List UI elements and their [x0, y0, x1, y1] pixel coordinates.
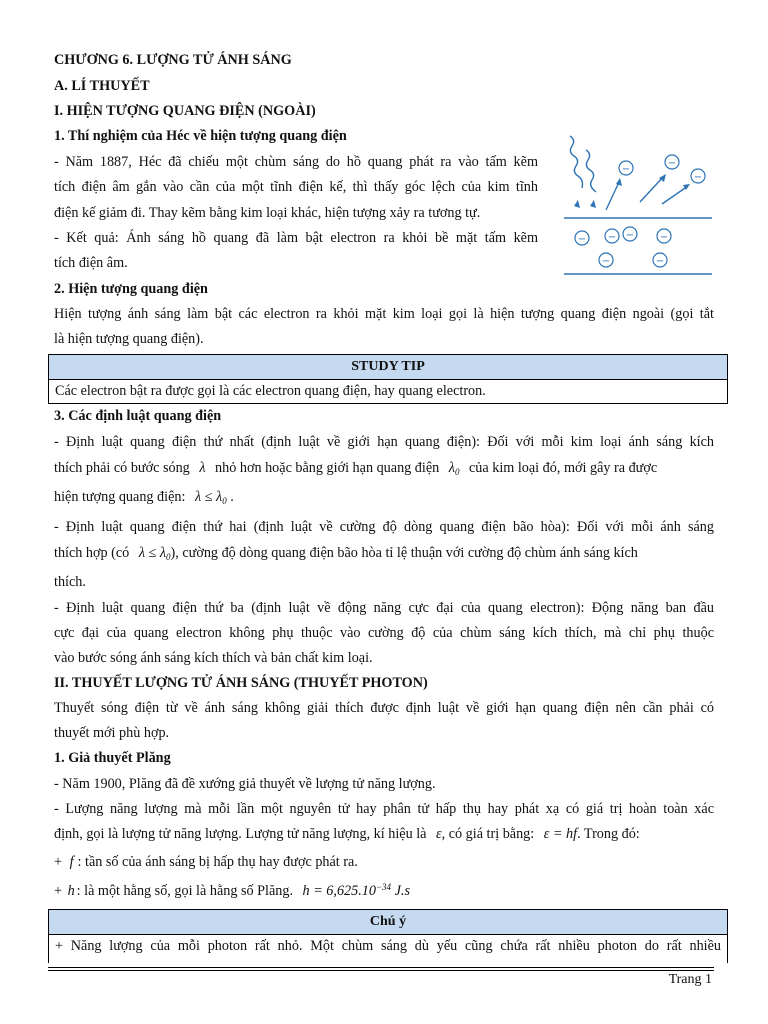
law2-condition: $\lambda \le \lambda_0$ [138, 545, 171, 562]
emitted-electron-arrow-2 [640, 176, 664, 202]
law1-line-3: hiện tượng quang điện: $\lambda \le \lambda_0$ . [54, 489, 234, 506]
footer-divider [48, 967, 714, 968]
electron-sign: − [601, 256, 611, 267]
sub2-line-1: Hiện tượng ánh sáng làm bật các electron ra khỏi mặt kim loại gọi là hiện tượng quang điện ngoài (gọi tắt [54, 306, 714, 322]
law3-line-3: vào bước sóng ánh sáng kích thích và bản chất kim loại. [54, 650, 373, 666]
sub1-line-2: tích điện âm gắn vào cần của một tĩnh điện kế, thì thấy góc lệch của kim tĩnh [54, 179, 538, 195]
epsilon-symbol: ε [436, 826, 442, 842]
sub3-heading: 3. Các định luật quang điện [54, 408, 222, 424]
section1-heading: I. HIỆN TƯỢNG QUANG ĐIỆN (NGOÀI) [54, 103, 316, 119]
electron-sign: − [625, 230, 635, 241]
law2-line-2: thích hợp (có $\lambda \le \lambda_0$), cường độ dòng quang điện bão hòa tỉ lệ thuận với cường độ chùm ánh sáng kích [54, 545, 638, 562]
note-header: Chú ý [49, 910, 727, 935]
study-tip-box [48, 354, 728, 404]
study-tip-header: STUDY TIP [49, 355, 727, 380]
electron-sign: − [577, 234, 587, 245]
sub1-line-3: điện kế giảm đi. Thay kẽm bằng kim loại khác, hiện tượng xảy ra tương tự. [54, 205, 481, 221]
law3-line-1: - Định luật quang điện thứ ba (định luật về động năng cực đại của quang electron): Động năng ban đầu [54, 600, 714, 616]
electron-sign: − [667, 158, 677, 169]
planck-constant-value: $h = 6,625.10^{-34}$ J.s [302, 882, 410, 899]
note-box [48, 909, 728, 963]
law1-line-2: thích phải có bước sóng λ nhỏ hơn hoặc bằng giới hạn quang điện $\lambda_0$ của kim loại đó, mới gây ra được [54, 460, 658, 477]
lambda-symbol: λ [199, 460, 206, 476]
photoelectric-figure [560, 126, 716, 282]
electron-sign: − [655, 256, 665, 267]
note-body: + Năng lượng của mỗi photon rất nhỏ. Một chùm sáng dù yếu cũng chứa rất nhiều photon do rất nhiều [55, 938, 721, 954]
section2-heading: II. THUYẾT LƯỢNG TỬ ÁNH SÁNG (THUYẾT PHOTON) [54, 675, 428, 691]
part-a-heading: A. LÍ THUYẾT [54, 78, 150, 94]
study-tip-body: Các electron bật ra được gọi là các electron quang điện, hay quang electron. [55, 383, 486, 399]
sub1-line-1: - Năm 1887, Héc đã chiếu một chùm sáng do hồ quang phát ra vào tấm kẽm [54, 154, 538, 170]
law3-line-2: cực đại của quang electron không phụ thuộc vào cường độ của chùm sáng kích thích, mà chỉ phụ thuộc [54, 625, 714, 641]
chapter-title: CHƯƠNG 6. LƯỢNG TỬ ÁNH SÁNG [54, 52, 292, 68]
sub1-line-4: - Kết quả: Ánh sáng hồ quang đã làm bật electron ra khỏi bề mặt tấm kẽm [54, 230, 538, 246]
law1-condition: $\lambda \le \lambda_0$ [194, 489, 227, 506]
arrowhead-1 [616, 178, 622, 186]
sub1-heading: 1. Thí nghiệm của Héc về hiện tượng quang điện [54, 128, 347, 144]
emitted-electron-arrow-3 [662, 186, 688, 204]
h-symbol: h [67, 883, 75, 899]
section2-line-1: Thuyết sóng điện từ về ánh sáng không giải thích được định luật về giới hạn quang điện nên cần phải có [54, 700, 714, 716]
planck-heading: 1. Giả thuyết Plăng [54, 750, 171, 766]
law2-line-3: thích. [54, 574, 86, 590]
planck-f-line: + f : tần số của ánh sáng bị hấp thụ hay được phát ra. [54, 854, 358, 870]
light-ray-wave-2 [586, 150, 596, 192]
lambda0-symbol: $\lambda_0$ [448, 460, 460, 477]
planck-line-2: - Lượng năng lượng mà mỗi lần một nguyên tử hay phân tử hấp thụ hay phát xạ có giá trị hoàn toàn xác [54, 801, 714, 817]
section2-line-2: thuyết mới phù hợp. [54, 725, 170, 741]
electron-sign: − [607, 232, 617, 243]
sub2-heading: 2. Hiện tượng quang điện [54, 281, 208, 297]
electron-sign: − [621, 164, 631, 175]
sub1-line-5: tích điện âm. [54, 255, 128, 271]
planck-h-line: + h : là một hằng số, gọi là hằng số Plăng. $h = 6,625.10^{-34}$ J.s [54, 882, 410, 899]
law2-line-1: - Định luật quang điện thứ hai (định luật về cường độ dòng quang điện bão hòa): Đối với mỗi ánh sáng [54, 519, 714, 535]
planck-formula: ε = hf [543, 826, 578, 842]
planck-line-3: định, gọi là lượng tử năng lượng. Lượng tử năng lượng, kí hiệu là ε, có giá trị bằng: ε = hf. Trong đó: [54, 826, 640, 842]
wave-arrowhead-2 [590, 200, 596, 208]
electron-sign: − [693, 172, 703, 183]
footer-divider-2 [48, 970, 714, 971]
planck-line-1: - Năm 1900, Plăng đã đề xướng giả thuyết về lượng tử năng lượng. [54, 776, 436, 792]
f-symbol: f [69, 854, 74, 870]
sub2-line-2: là hiện tượng quang điện). [54, 331, 204, 347]
light-ray-wave-1 [570, 136, 583, 188]
law1-line-1: - Định luật quang điện thứ nhất (định luật về giới hạn quang điện): Đối với mỗi kim loại ánh sáng kích [54, 434, 714, 450]
page-number: Trang 1 [668, 972, 712, 987]
electron-sign: − [659, 232, 669, 243]
wave-arrowhead-1 [574, 200, 580, 208]
